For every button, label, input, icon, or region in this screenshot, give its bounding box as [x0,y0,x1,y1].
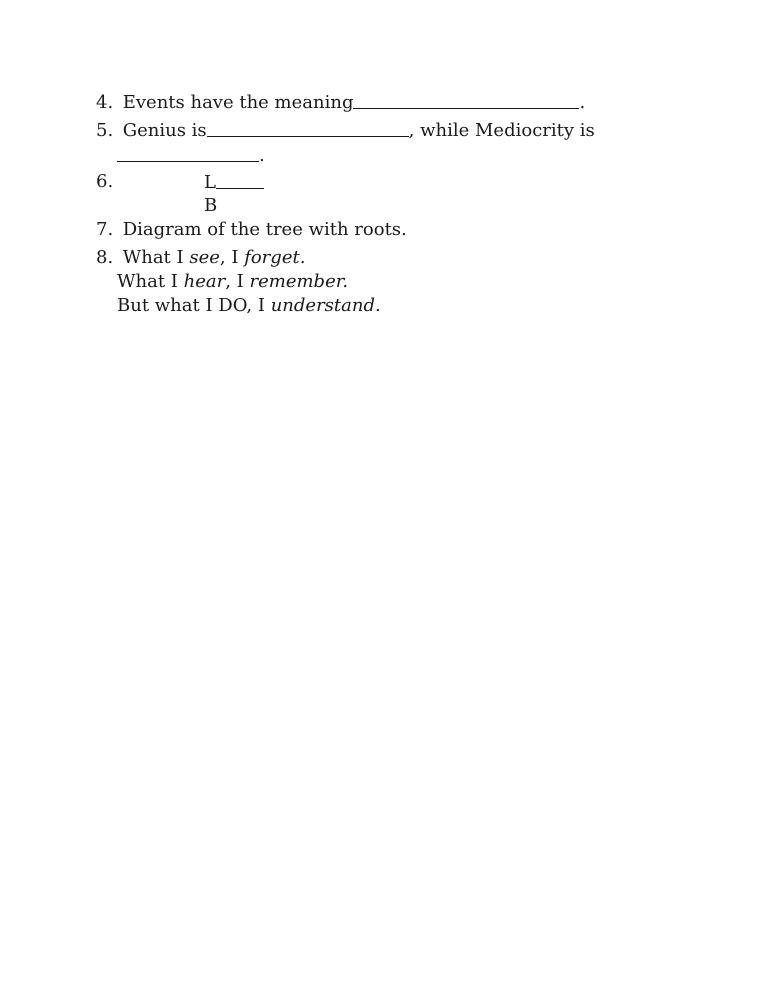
list-item-8 [96,246,576,318]
item-text-end: . [579,92,586,113]
item-text-end: . [259,145,265,166]
letter-l-with-blank [204,170,264,195]
quote-line-2: What I hear, I remember. [117,271,349,292]
list-item-6 [96,170,576,218]
fill-in-blank [207,119,409,137]
item-number: 5. [96,120,114,141]
item-text: Events have the meaning [122,92,354,113]
item-text: Diagram of the tree with roots. [122,219,407,240]
quote-line-1: What I see, I forget. [122,247,306,268]
list-item-4 [96,90,586,115]
top-letter: L [204,172,216,193]
item-number: 7. [96,219,114,240]
list-item-5 [96,118,595,168]
fill-in-blank [353,91,579,109]
list-item-7 [96,218,576,242]
item-number: 8. [96,247,114,268]
quote-line-3: But what I DO, I understand. [117,295,381,316]
fill-in-blank [216,171,264,189]
item-text-middle: , while Mediocrity is [408,120,595,141]
bottom-letter: B [204,195,218,216]
fill-in-blank [117,144,259,162]
item-number: 4. [96,92,114,113]
item-number: 6. [96,171,114,192]
item-text: Genius is [122,120,207,141]
